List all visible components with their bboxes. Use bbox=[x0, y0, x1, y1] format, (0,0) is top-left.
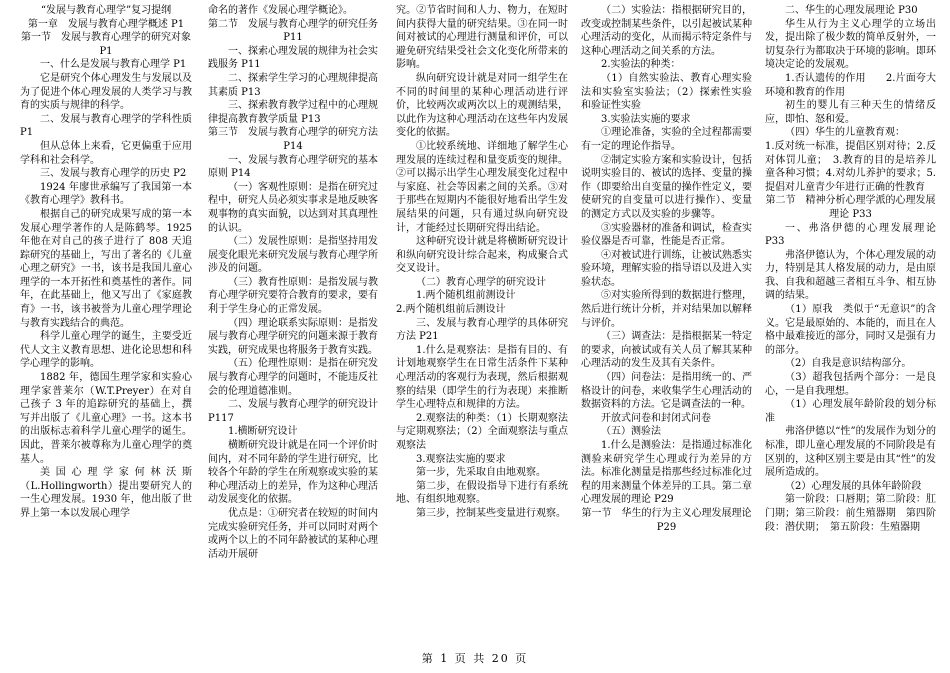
paragraph-c1-12: 美国心理学家何林沃斯（L.Hollingworth）提出要研究人的一生心理发展。1930 年，他出版了世界上第一本以发展心理学 bbox=[20, 467, 192, 519]
paragraph-c4-5: ②制定实验方案和实验设计，包括说明实验目的、被试的选择、变量的操作（即要给出自变量的操作性定义，要使研究的自变量可以进行操作）、变量的测定方式以及实验的步骤等。 bbox=[581, 154, 752, 220]
paragraph-c5-15: 第一阶段：口唇期；第二阶段：肛门期；第三阶段：前生殖器期 第四阶段：潜伏期； 第五阶段：生殖器期 bbox=[765, 494, 936, 533]
paragraph-c5-8: 弗洛伊德认为，个体心理发展的动力，特别是其人格发展的动力，是由原我、自我和超越三者相互斗争、相互协调的结果。 bbox=[765, 249, 936, 302]
paragraph-c4-7: ④对被试进行训练，让被试熟悉实验环境，理解实验的指导语以及进入实验状态。 bbox=[581, 249, 752, 288]
paragraph-c5-14: （2）心理发展的具体年龄阶段 bbox=[785, 480, 922, 492]
paragraph-c2-8: （二）发展性原则：是指坚持用发展变化眼光来研究发展与教育心理学所涉及的问题。 bbox=[208, 236, 378, 275]
paragraph-c2-11: （五）伦理性原则：是指在研究发展与教育心理学的问题时，不能违反社会的伦理道德准则。 bbox=[208, 358, 378, 397]
heading-c5-6: 第二节 精神分析心理学派的心理发展理论 P33 bbox=[765, 195, 936, 220]
paragraph-c1-9: 根据自己的研究成果写成的第一本发展心理学著作的人是陈鹤琴。1925 年他在对自己的孩子进行了 808 天追踪研究的基础上，写出了著名的《儿童心理之研究》一书，该书是我国儿童心理学的一本开拓性和奠基性的著作。同年，在此基础上，他又写出了《家庭教育》一书，该书被誉为儿童心理学理论与教育实践结合的典范。 bbox=[20, 208, 192, 329]
heading-c2-1: 第二节 发展与教育心理学的研究任务 P11 bbox=[208, 18, 378, 44]
paragraph-c3-11: 第一步，先采取自由地观察。 bbox=[416, 467, 546, 479]
paragraph-c4-0: （二）实验法：指根据研究目的，改变或控制某些条件，以引起被试某种心理活动的变化，从而揭示特定条件与这种心理活动之间关系的方法。 bbox=[581, 5, 752, 57]
paragraph-c3-8: 1.什么是观察法：是指有目的、有计划地观察学生在日常生活条件下某种心理活动的客观行为表现，然后根据观察的结果（即学生的行为表现）来推断学生心理特点和规律的方法。 bbox=[396, 344, 568, 411]
paragraph-c4-8: ⑤对实验所得到的数据进行整理，然后进行统计分析，并对结果加以解释与评价。 bbox=[581, 290, 752, 329]
paragraph-c5-12: （1）心理发展年龄阶段的划分标准 bbox=[765, 399, 936, 424]
paragraph-c5-13: 弗洛伊德以“性”的发展作为划分的标准，即儿童心理发展的不同阶段是有区别的，这种区别主要是由其“性”的发展所造成的。 bbox=[765, 426, 936, 479]
paragraph-c1-7: 三、发展与教育心理学的历史 P2 bbox=[40, 168, 187, 180]
paragraph-c2-9: （三）教育性原则：是指发展与教育心理学研究要符合教育的要求，要有利于学生身心的正常发展。 bbox=[208, 276, 378, 316]
paragraph-c5-5: 1.反对统一标准，提倡区别对待；2.反对体罚儿童； 3.教育的目的是培养儿童各种习惯；4.对幼儿养护的要求；5.提倡对儿童青少年进行正确的性教育 bbox=[765, 140, 936, 193]
text-column-3 bbox=[396, 4, 568, 636]
paragraph-c5-10: （2）自我是意识结构部分。 bbox=[785, 358, 912, 370]
paragraph-c5-4: （四）华生的儿童教育观： bbox=[785, 127, 905, 139]
heading-c1-0: “发展与教育心理学”复习提纲 bbox=[40, 5, 172, 16]
paragraph-c2-10: （四）理论联系实际原则：是指发展与教育心理学研究的问题来源于教育实践，研究成果也将服务于教育实践。 bbox=[208, 317, 378, 356]
paragraph-c3-0: 究。②节省时间和人力、物力，在短时间内获得大量的研究结果。③在同一时间对被试的心理进行测量和评价，可以避免研究结果受社会文化变化所带来的影响。 bbox=[396, 5, 568, 71]
heading-c1-2: 第一节 发展与教育心理学的研究对象 P1 bbox=[21, 32, 191, 57]
text-column-4 bbox=[581, 4, 762, 636]
paragraph-c1-8: 1924 年廖世承编写了我国第一本《教育心理学》教科书。 bbox=[20, 181, 192, 207]
paragraph-c3-6: 2.两个随机组前后测设计 bbox=[396, 304, 506, 316]
paragraph-c3-10: 3.观察法实施的要求 bbox=[416, 453, 506, 465]
paragraph-c5-3: 初生的婴儿有三种天生的情绪反应，即怕、怒和爱。 bbox=[765, 100, 936, 125]
paragraph-c4-9: （三）调查法：是指根据某一特定的要求，向被试或有关人员了解其某种心理活动的发生及其有关条件。 bbox=[581, 331, 752, 370]
heading-c2-5: 第三节 发展与教育心理学的研究方法 P14 bbox=[208, 127, 378, 152]
paragraph-c2-13: 1.横断研究设计 bbox=[228, 426, 298, 438]
paragraph-c4-13: 1.什么是测验法：是指通过标准化测验来研究学生心理或行为差异的方法。标准化测量是指那些经过标准化过程的用来测量个体差异的工具。第二章 心理发展的理论 P29 bbox=[581, 440, 762, 506]
paragraph-c1-11: 1882 年，德国生理学家和实验心理学家普莱尔（W.T.Preyer）在对自己孩子 3 年的追踪研究的基础上，撰写并出版了《儿童心理》一书。这本书的出版标志着科学儿童心理学的诞生。因此，普莱尔被尊称为儿童心理学的奠基人。 bbox=[20, 372, 192, 465]
paragraph-c3-5: 1.两个随机组前测设计 bbox=[416, 290, 516, 302]
paragraph-c2-4: 三、探索教育教学过程中的心理规律提高教育教学质量 P13 bbox=[208, 100, 378, 125]
paragraph-c1-5: 二、发展与教育心理学的学科性质 P1 bbox=[20, 113, 192, 139]
paragraph-c5-9: （1）原我 类似于“无意识”的含义。它是最原始的、本能的，而且在人格中最难接近的部分，同时又是强有力的部分。 bbox=[765, 304, 936, 356]
page-footer: 第 1 页 共 20 页 bbox=[421, 652, 529, 665]
paragraph-c3-2: ①比较系统地、详细地了解学生心理发展的连续过程和量变质变的规律。②可以揭示出学生心理发展变化过程中与家庭、社会等因素之间的关系。③对于那些在短期内不能很好地看出学生发展结果的问题，只有通过纵向研究设计，才能经过长期研究得出结论。 bbox=[396, 140, 568, 234]
paragraph-c3-1: 纵向研究设计就是对同一组学生在不同的时间里的某种心理活动进行评价，比较两次或两次以上的观测结果，以此作为这种心理活动在这些年内发展变化的依据。 bbox=[396, 72, 568, 139]
paragraph-c4-3: 3.实验法实施的要求 bbox=[601, 113, 691, 125]
paragraph-c5-2: 1.否认遗传的作用 2.片面夸大环境和教育的作用 bbox=[765, 72, 936, 98]
paragraph-c3-4: （二）教育心理学的研究设计 bbox=[416, 276, 546, 288]
paragraph-c2-7: （一）客观性原则：是指在研究过程中，研究人员必须实事求是地反映客观事物的真实面貌，以达到对其真理性的认识。 bbox=[208, 181, 378, 234]
paragraph-c3-12: 第二步，在假设指导下进行有系统地、有组织地观察。 bbox=[396, 480, 568, 506]
paragraph-c4-10: （四）问卷法：是指用统一的、严格设计的问卷，来收集学生心理活动的数据资料的方法。它是调查法的一种。 bbox=[581, 372, 752, 411]
paragraph-c2-3: 二、探索学生学习的心理规律提高其素质 P13 bbox=[208, 72, 378, 98]
paragraph-c4-6: ③实验器材的准备和调试，检查实验仪器是否可靠，性能是否正常。 bbox=[581, 222, 752, 248]
paragraph-c1-10: 科学儿童心理学的诞生，主要受近代人文主义教育思想、进化论思想和科学心理学的影响。 bbox=[20, 331, 192, 370]
paragraph-c4-4: ①理论准备，实验的全过程都需要有一定的理论作指导。 bbox=[581, 127, 752, 152]
paragraph-c1-3: 一、什么是发展与教育心理学 P1 bbox=[40, 59, 187, 71]
paragraph-c1-6: 但从总体上来看，它更偏重于应用学科和社会科学。 bbox=[20, 140, 192, 166]
heading-c1-1: 第一章 发展与教育心理学概述 P1 bbox=[27, 18, 185, 30]
text-column-5 bbox=[765, 4, 936, 636]
paragraph-c3-3: 这种研究设计就是将横断研究设计和纵向研究设计综合起来，构成聚合式交叉设计。 bbox=[396, 236, 568, 275]
paragraph-c4-12: （五）测验法 bbox=[601, 426, 661, 438]
text-column-2 bbox=[208, 4, 378, 636]
paragraph-c3-9: 2.观察法的种类：（1）长期观察法与定期观察法；（2）全面观察法与重点观察法 bbox=[396, 412, 568, 451]
paragraph-c2-14: 横断研究设计就是在同一个评价时间内，对不同年龄的学生进行研究，比较各个年龄的学生在所观察或实验的某种心理活动上的差异，作为这种心理活动发展变化的依据。 bbox=[208, 440, 378, 506]
paragraph-c4-11: 开放式问卷和封闭式问卷 bbox=[601, 412, 711, 424]
paragraph-c3-7: 三、发展与教育心理学的具体研究方法 P21 bbox=[396, 317, 568, 343]
paragraph-c5-0: 二、华生的心理发展理论 P30 bbox=[785, 5, 918, 16]
paragraph-c3-13: 第三步，控制某些变量进行观察。 bbox=[416, 507, 566, 519]
paragraph-c2-0: 命名的著作《发展心理学概论》。 bbox=[208, 5, 353, 16]
text-column-1 bbox=[20, 4, 192, 636]
paragraph-c5-7: 一、弗洛伊德的心理发展理论 P33 bbox=[765, 222, 936, 248]
paragraph-c2-2: 一、探索心理发展的规律为社会实践服务 P11 bbox=[208, 45, 378, 71]
paragraph-c4-2: （1）自然实验法、教育心理实验法和实验室实验法；（2）探索性实验和验证性实验 bbox=[581, 72, 752, 112]
paragraph-c2-6: 一、发展与教育心理学研究的基本原则 P14 bbox=[208, 154, 378, 180]
paragraph-c2-12: 二、发展与教育心理学的研究设计 P117 bbox=[208, 399, 378, 424]
paragraph-c1-4: 它是研究个体心理发生与发展以及为了促进个体心理发展的人类学习与教育的实质与规律的科学。 bbox=[20, 72, 192, 112]
paragraph-c4-1: 2.实验法的种类： bbox=[601, 59, 681, 71]
paragraph-c5-11: （3）超我包括两个部分：一是良心，一是自我理想。 bbox=[765, 372, 936, 397]
paragraph-c5-1: 华生从行为主义心理学的立场出发，提出除了极少数的简单反射外，一切复杂行为都取决于环境的影响。即环境决定论的发展观。 bbox=[765, 18, 936, 71]
heading-c4-14: 第一节 华生的行为主义心理发展理论 P29 bbox=[581, 507, 752, 533]
paragraph-c2-15: 优点是：①研究者在较短的时间内完成实验研究任务，并可以同时对两个或两个以上的不同年龄被试的某种心理活动开展研 bbox=[208, 507, 378, 560]
